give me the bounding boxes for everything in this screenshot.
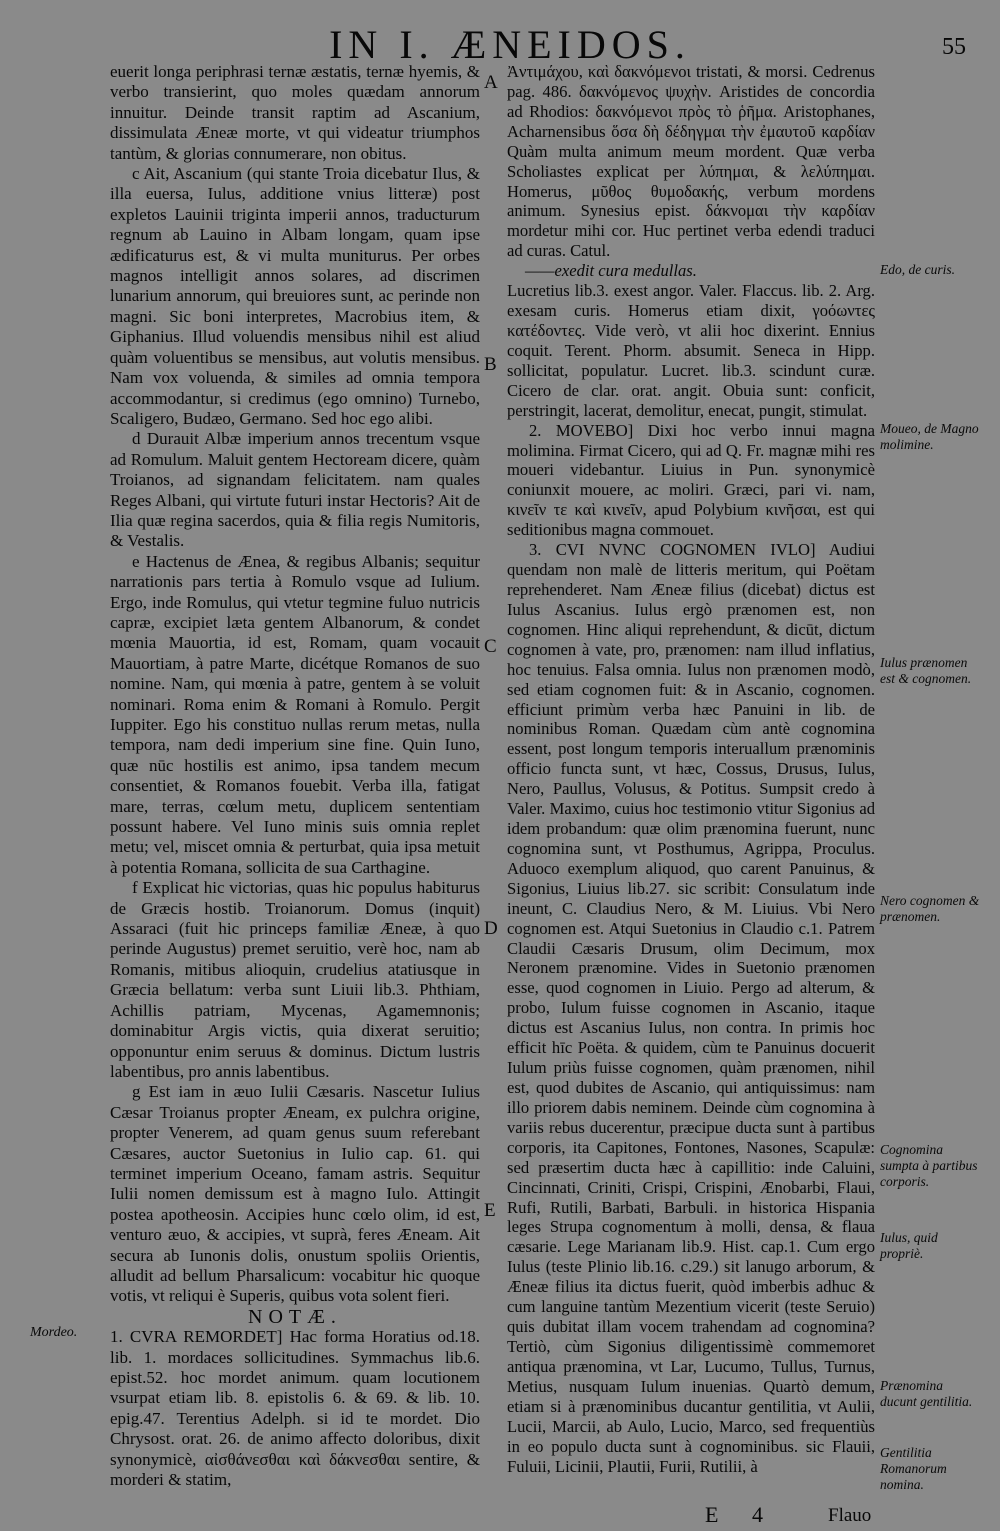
catchword: Flauo	[828, 1505, 872, 1526]
right-margin-note: Iulus, quid propriè.	[880, 1230, 938, 1261]
right-margin-note: Moueo, de Magno molimine.	[880, 421, 979, 452]
right-margin-note: Edo, de curis.	[880, 262, 955, 277]
right-margin-note: Cognomina sumpta à partibus corporis.	[880, 1142, 978, 1189]
right-margin-note: Prænomina ducunt gentilitia.	[880, 1378, 973, 1409]
section-letter-b: B	[484, 354, 497, 375]
left-paragraph: euerit longa periphrasi ternæ æstatis, ternæ hyemis, & verbo transierint, quo moles quædam annorum innuitur. Deinde transit raptim ad Ascanium, dissimulata Æneæ morte, vt qui videatur triumphos tantùm, & glorias connumerare, non obitus.	[110, 62, 480, 163]
left-paragraph: g Est iam in æuo Iulii Cæsaris. Nascetur Iulius Cæsar Troianus propter Æneam, ex pulchra origine, propter Venerem, ad quam genus suum referebant Cæsares, auctor Suetonius in Iulio cap. 61. qui terminet imperium Oceano, famam astris. Sequitur Iulii nomen demissum est à magno Iulo. Attingit postea apotheosin. Accipies hunc cœlo olim, id est, venturo æuo, & accipies, vt suprà, feres Æneam. Ait secura ab Iunonis dolis, onustum spoliis Orientis, alludit ad bellum Pharsalicum: vocabitur hic quoque votis, vt reliqui è Superis, quibus vota solent fieri.	[110, 1082, 480, 1306]
section-letter-a: A	[484, 72, 498, 93]
right-paragraph: 3. CVI NVNC COGNOMEN IVLO] Audiui quendam non malè de litteris meritum, qui Poëtam reprehenderet. Nam Æneæ filius (dicebat) dictus est Iulus Ascanius. Iulus ergò prænomen est, non cognomen. Hinc aliqui reprehendunt, & dicūt, dictum cognomen à vate, pro, prænomen: nam illud inflatius, hoc tenuius. Falsa omnia. Iulus non prænomen modò, sed etiam cognomen fuit: & in Ascanio, cognomen. efficiunt primùm verba hæc Panuini in lib. de nominibus Roman. Quædam cùm antè cognomina essent, post longum temporis interuallum prænominis officio functa sunt, vt hæc, Cossus, Drusus, Iulus, Nero, Paullus, Volusus, & Potitus. Sumpsit credo à Valer. Maximo, cuius hoc testimonio vtitur Sigonius ad idem probandum: quæ olim prænomina fuerunt, nunc cognomina sunt, vt Posthumus, Agrippa, Proculus. Aduoco exemplum aliquod, quo carent Panuinus, & Sigonius, Liuius lib.27. sic scribit: Consulatum inde ineunt, C. Claudius Nero, & M. Liuius. Vbi Nero cognomen est. Atqui Suetonius in Claudio c.1. Patrem Claudii Cæsaris Drusum, olim Decimum, mox Neronem prænomine. Vides in Suetonio prænomen esse, quod cognomen in Liuio. Pergo ad alterum, & probo, Iulum fuisse cognomen in Ascanio, itaque dictus est Ascanius Iulus, non contra. In primis hoc efficit hīc Poëta. & quidem, cùm te Panuinus docuerit Iulum priùs fuisse cognomen, quàm prænomen, nihil est, quod dubites de Ascanio, qui antiquissimus: nam illo priorem dabis neminem. Deinde cùm cognomina à variis rebus ducerentur, præcipue ducta sunt à partibus corporis, ita Capitones, Fontones, Nasones, Scapulæ: sed præsertim ducta hæc à capillitio: inde Caluini, Cincinnati, Criniti, Crispi, Crispini, Ænobarbi, Flaui, Rufi, Rutili, Barbati, Barbuli. in historica Hispania leges Strupa cognomentum à molli, densa, & flaua cæsarie. Lege Marianam lib.9. Hist. cap.1. Cum ergo Iulus (teste Plinio lib.16. c.29.) sit lanugo arborum, & Æneæ filius ita dictus fuerit, quòd imberbis adhuc & cum languine tantùm Mezentium vicerit (teste Seruio) quis dubitat illam vocem trahendam ad cognomina? Tertiò, cùm Sigonius diligentissimè commemoret antiqua prænomina, vt Lar, Lucumo, Tullus, Turnus, Metius, nusquam Iulum inuenias. Quartò demum, etiam si à prænominibus ducantur gentilitia, vt Aulii, Lucii, Marcii, ab Aulo, Lucio, Marco, sed frequentiùs in eo populo ducta sunt à cognominibus. sic Flauii, Fuluii, Licinii, Plautii, Furii, Rutilii, à	[507, 540, 875, 1476]
signature-mark: E 4	[705, 1502, 777, 1527]
right-margin-note: Nero cognomen & prænomen.	[880, 893, 980, 924]
running-head-title: IN I. ÆNEIDOS.	[329, 22, 691, 67]
right-paragraph: Ἀντιμάχου, καὶ δακνόμενοι tristati, & morsi. Cedrenus pag. 486. δακνόμενος ψυχὴν. Aristides de concordia ad Rhodios: δακνόμενοι πρὸς τὸ ῥῆμα. Aristophanes, Acharnensibus ὅσα δὴ δέδηγμαι τὴν ἐμαυτοῦ καρδίαν Quàm multa animum meum mordent. Quæ verba Scholiastes explicat per λύπημαι, & λελύπημαι. Homerus, μῦθος θυμοδακής, verbum mordens animum. Synesius epist. δάκνομαι τὴν καρδίαν mordetur mihi cor. Huc pertinet verba edendi traduci ad curas. Catul.	[507, 62, 875, 261]
section-letter-d: D	[484, 918, 498, 939]
right-paragraph: 2. MOVEBO] Dixi hoc verbo innui magna molimina. Firmat Cicero, qui ad Q. Fr. magnæ mihi res moueri videbantur. Liuius in Pun. synonymicè coniunxit mouere, ac moliri. Græci, pari vi. nam, κινεῖν τε καὶ κινεῖν, apud Polybium κινῆσαι, est qui seditionibus magna commouet.	[507, 420, 875, 540]
left-margin-note: Mordeo.	[30, 1325, 78, 1340]
left-paragraph: f Explicat hic victorias, quas hic populus habiturus de Græcis hostib. Troianorum. Domus (inquit) Assaraci (fuit hic princeps familiæ Æneæ, à quo perinde Augustus) premet seruitio, verè hoc, nam ab Romanis, mitibus alioquin, crudelius atatiusque in Græcia bellatum: verba sunt Liuii lib.3. Phthiam, Achillis patriam, Mycenas, Agamemnonis; dominabitur Argis victis, quia dixerat seruitio; opponuntur enim seruus & dominus. Dictum lustris labentibus, pro annis labentibus.	[110, 878, 480, 1081]
right-margin-note: Gentilitia Romanorum nomina.	[880, 1445, 947, 1492]
left-paragraph: c Ait, Ascanium (qui stante Troia dicebatur Ilus, & illa euersa, Iulus, additione vnius litteræ) post expletos Lauinii triginta imperii annos, traducturum regnum ab Lauino in Albam longam, quam ipse ædificaturus est, & vi multa muniturus. Per orbes magnos intelligit annos solares, ad discrimen lunarium annorum, qui breuiores sunt, ac perinde non magni. Sic boni interpretes, Macrobius item, & Giphanius. Illud voluendis mensibus nihil est aliud quàm voluentibus se mensibus, aut volutis mensibus. Nam vox voluenda, & similes ad omnia tempora accommodantur, si credimus (ego omnino) Turnebo, Scaligero, Budæo, Germano. Sed hoc ego alibi.	[110, 164, 480, 428]
page-number: 55	[942, 34, 966, 60]
verse-quote: ——exedit cura medullas.	[525, 261, 697, 281]
section-letter-e: E	[484, 1200, 496, 1221]
right-margin-note: Iulus prænomen est & cognomen.	[880, 655, 972, 686]
right-paragraph: Lucretius lib.3. exest angor. Valer. Flaccus. lib. 2. Arg. exesam curis. Homerus etiam dixit, γοόωντες κατέδοντες. Vide verò, vt alii hoc dixerint. Ennius coquit. Terent. Phorm. absumit. Seneca in Hipp. sollicitat, populatur. Lucret. lib.3. scindunt curæ. Cicero de clar. orat. angit. Obuia sunt: conficit, perstringit, lacerat, demolitur, enecat, pungit, stimulat.	[507, 281, 875, 420]
note-paragraph: 1. CVRA REMORDET] Hac forma Horatius od.18. lib. 1. mordaces sollicitudines. Symmachus lib.6. epist.52. hoc mordet animum. quam locutionem vsurpat etiam lib. 8. epistolis 6. & 69. & lib. 10. epig.47. Terentius Adelph. si id te mordet. Dio Chrysost. orat. 26. de animo affecto doloribus, dixit synonymicè, αἰσθάνεσθαι καὶ δάκνεσθαι sentire, & morderi & statim,	[110, 1327, 480, 1490]
left-paragraph: d Durauit Albæ imperium annos trecentum vsque ad Romulum. Maluit gentem Hectoream dicere, quàm Troianos, ad signandam felicitatem. nam quales Reges Albani, qui virtute futuri instar Hectoris? Ait de Ilia quæ regina sacerdos, quia & filia regis Numitoris, & Vestalis.	[110, 429, 480, 551]
section-letter-c: C	[484, 636, 497, 657]
left-column	[110, 62, 480, 1490]
left-paragraph: e Hactenus de Ænea, & regibus Albanis; sequitur narrationis pars tertia à Romulo vsque ad Iulium. Ergo, inde Romulus, qui vtetur tegmine fuluo nutricis capræ, excipiet læta gentem Albanorum, & condet mœnia Mauortia, id est, Romam, quam vocauit Mauortiam, à patre Marte, dicétque Romanos de suo nomine. Nam, qui mœnia à patre, gentem à se voluit nominari. Roma enim & Romani à Romulo. Pergit Iuppiter. Ego his constituo nullas rerum metas, nulla tempora, nam dedi imperium sine fine. Quin Iuno, quæ nūc hostilis est animo, ipsa tandem mecum consentiet, & Romanos fouebit. Verba illa, fatigat mare, terras, cœlum metu, duplicem sententiam possunt habere. Vel Iuno minis suis omnia replet metu; vel, miscet omnia & perturbat, quia ipsa metuit à potentia Romana, sollicita de sua Carthagine.	[110, 551, 480, 877]
notes-heading: NOTÆ.	[248, 1305, 342, 1328]
right-column	[507, 62, 875, 1476]
